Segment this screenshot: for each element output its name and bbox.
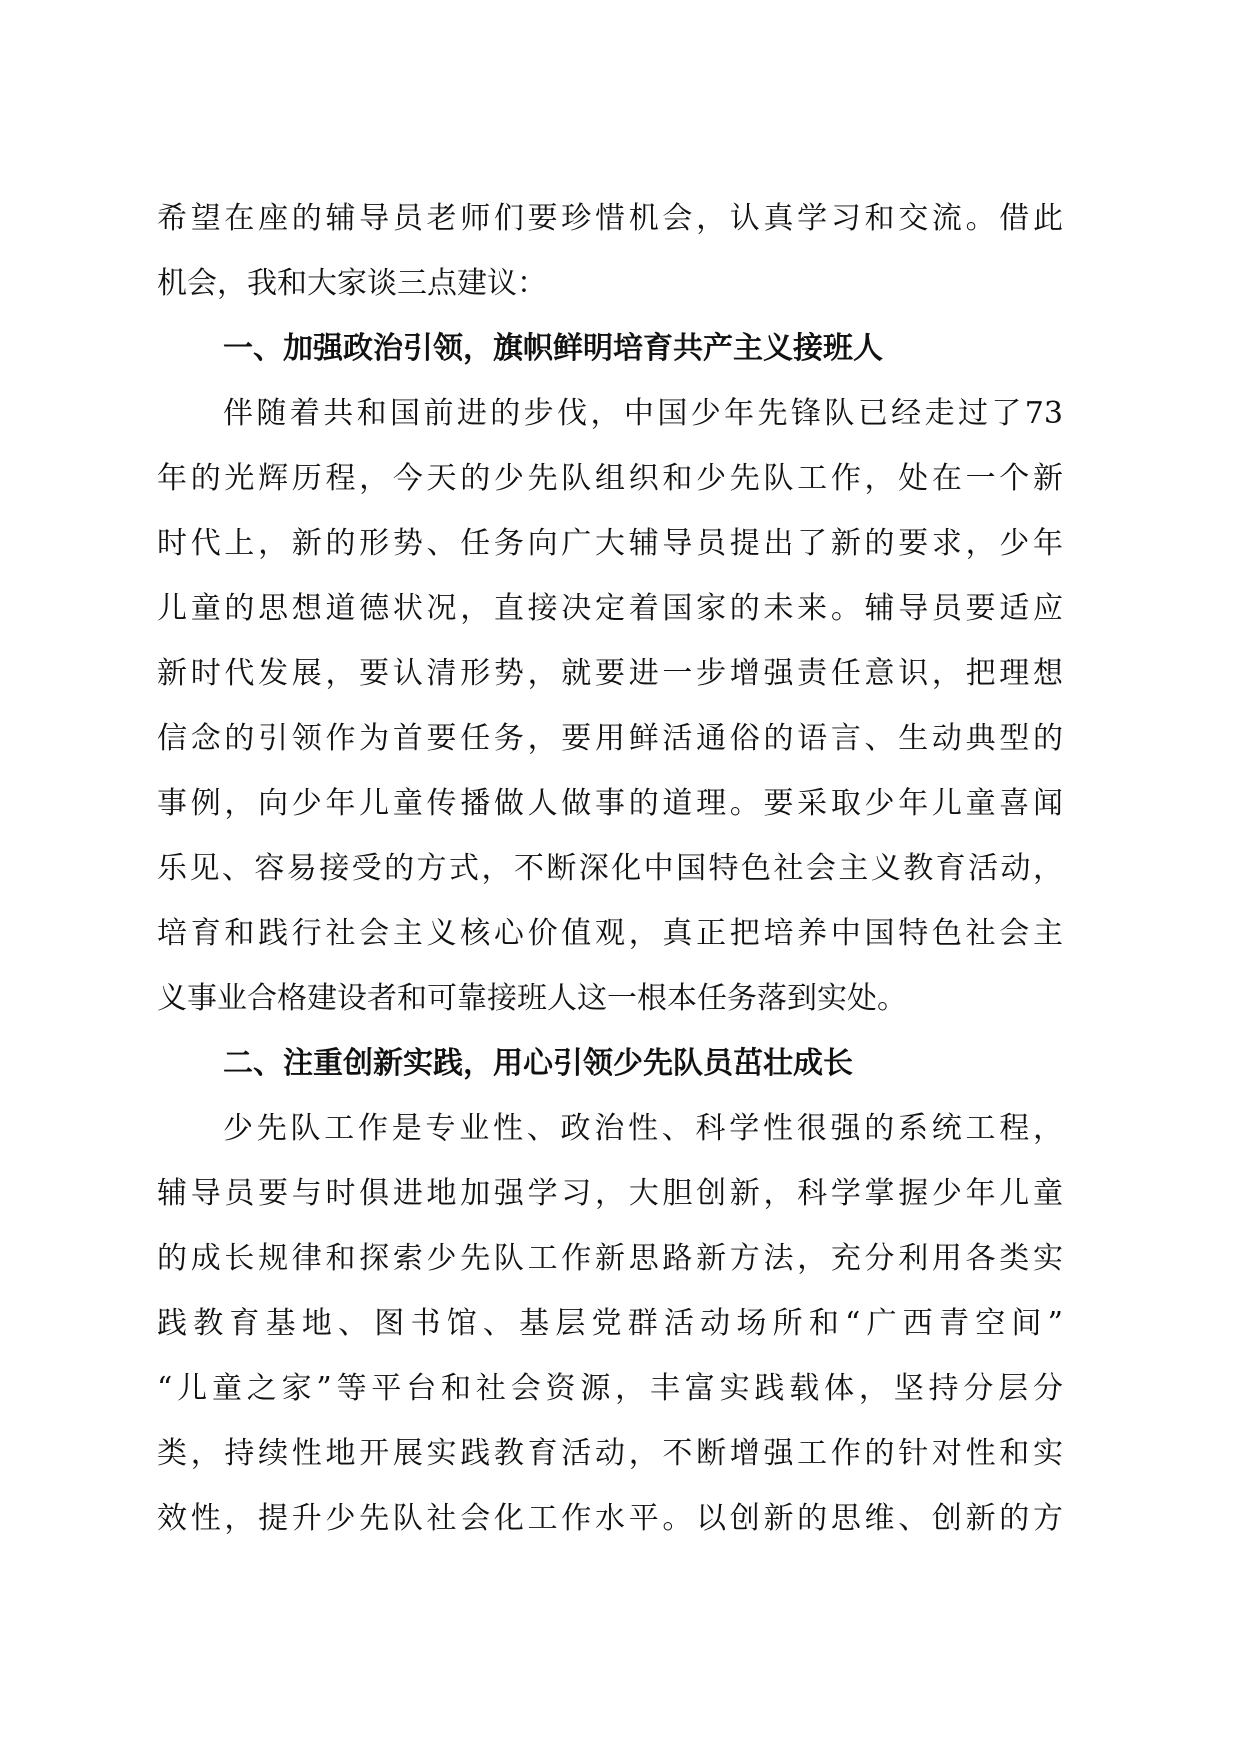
paragraph-line: 时代上，新的形势、任务向广大辅导员提出了新的要求，少年 — [157, 526, 1063, 561]
paragraph-line: 的成长规律和探索少先队工作新思路新方法，充分利用各类实 — [157, 1241, 1063, 1276]
document-body — [157, 186, 1063, 1551]
paragraph-line: 义事业合格建设者和可靠接班人这一根本任务落到实处。 — [157, 981, 907, 1016]
paragraph-line: 信念的引领作为首要任务，要用鲜活通俗的语言、生动典型的 — [157, 721, 1063, 756]
paragraph-line: 希望在座的辅导员老师们要珍惜机会，认真学习和交流。借此 — [157, 201, 1063, 236]
paragraph-line: 培育和践行社会主义核心价值观，真正把培养中国特色社会主 — [157, 916, 1063, 951]
paragraph-line: 乐见、容易接受的方式，不断深化中国特色社会主义教育活动， — [157, 851, 1063, 886]
section-heading-1: 一、加强政治引领，旗帜鲜明培育共产主义接班人 — [223, 331, 883, 366]
paragraph-line: 新时代发展，要认清形势，就要进一步增强责任意识，把理想 — [157, 656, 1063, 691]
paragraph-line: 辅导员要与时俱进地加强学习，大胆创新，科学掌握少年儿童 — [157, 1176, 1063, 1211]
paragraph-line: 儿童的思想道德状况，直接决定着国家的未来。辅导员要适应 — [157, 591, 1063, 626]
paragraph-line: 效性，提升少先队社会化工作水平。以创新的思维、创新的方 — [157, 1501, 1063, 1536]
paragraph-line: 践教育基地、图书馆、基层党群活动场所和“广西青空间” — [157, 1306, 1063, 1341]
paragraph-line: “儿童之家”等平台和社会资源，丰富实践载体，坚持分层分 — [157, 1371, 1063, 1406]
section-heading-2: 二、注重创新实践，用心引领少先队员茁壮成长 — [223, 1046, 853, 1081]
paragraph-line: 伴随着共和国前进的步伐，中国少年先锋队已经走过了73 — [223, 396, 1063, 431]
paragraph-line: 类，持续性地开展实践教育活动，不断增强工作的针对性和实 — [157, 1436, 1063, 1471]
paragraph-line: 机会，我和大家谈三点建议： — [157, 266, 547, 301]
paragraph-line: 年的光辉历程，今天的少先队组织和少先队工作，处在一个新 — [157, 461, 1063, 496]
paragraph-line: 少先队工作是专业性、政治性、科学性很强的系统工程， — [223, 1111, 1063, 1146]
paragraph-line: 事例，向少年儿童传播做人做事的道理。要采取少年儿童喜闻 — [157, 786, 1063, 821]
